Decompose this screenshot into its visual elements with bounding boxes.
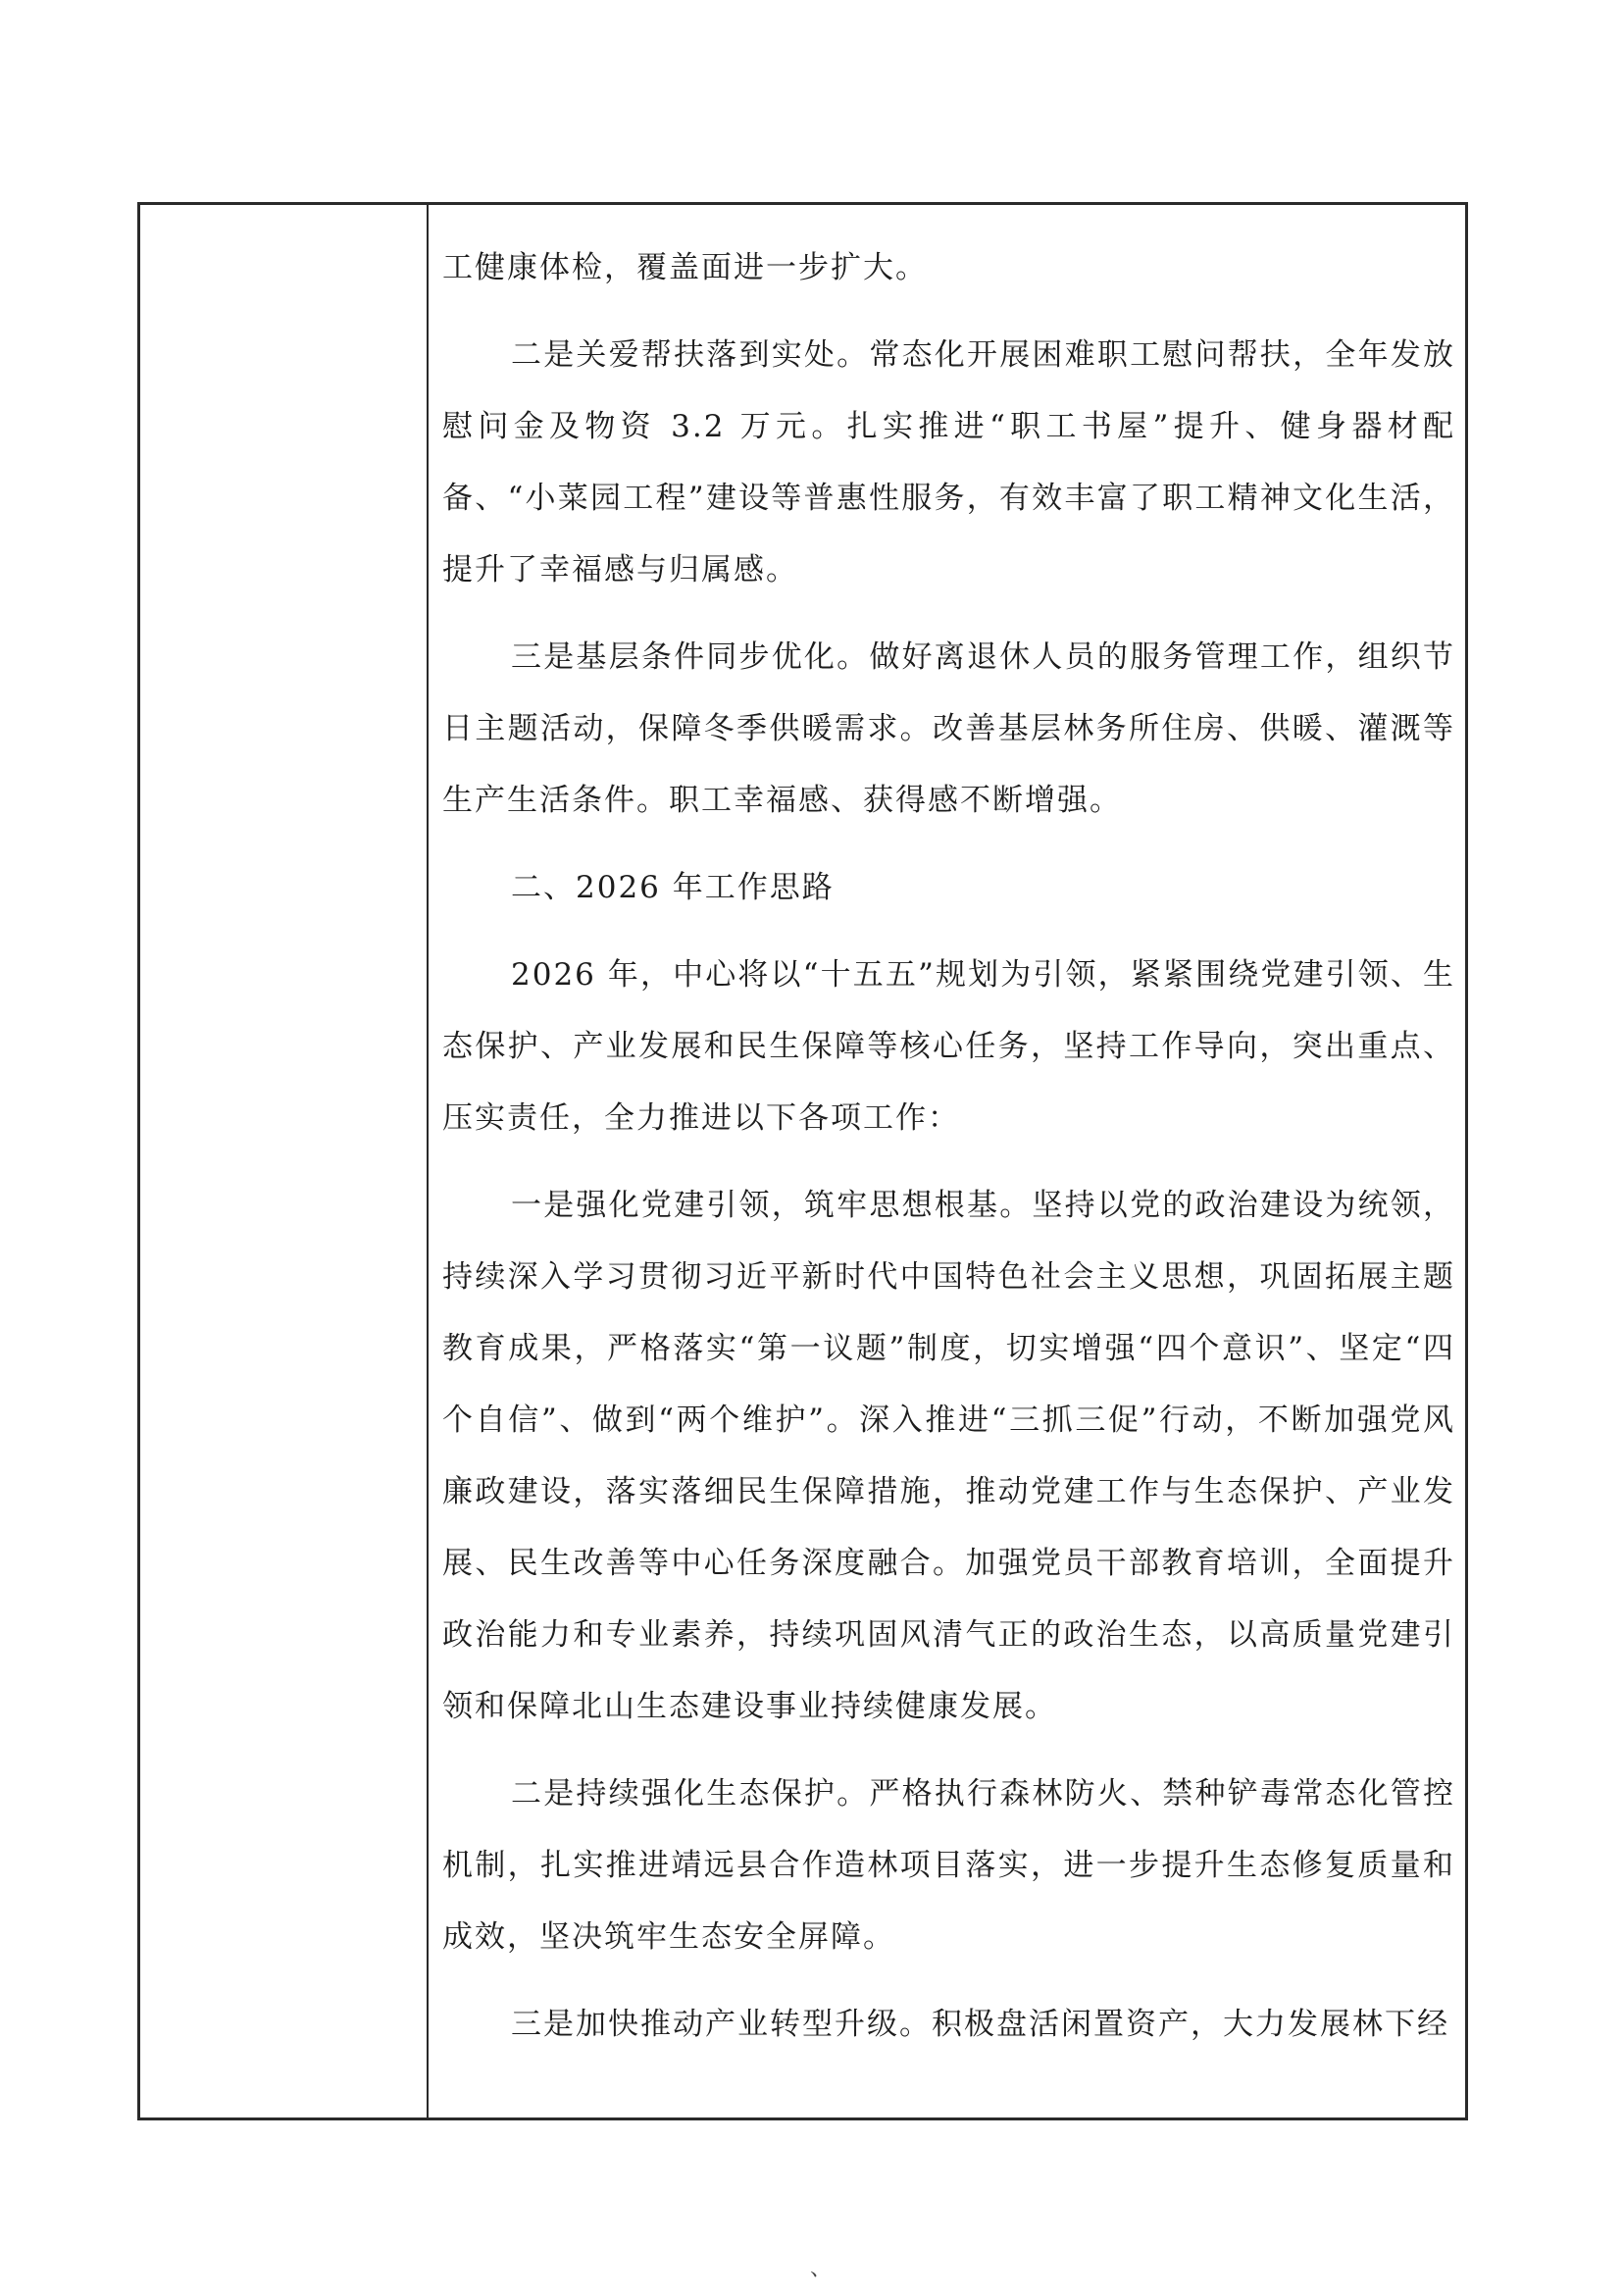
paragraph-7: 三是加快推动产业转型升级。积极盘活闲置资产，大力发展林下经 — [511, 2007, 1449, 2042]
footer-mark: 、 — [810, 2257, 833, 2281]
table-left-cell — [140, 205, 429, 2117]
document-table — [137, 202, 1468, 2120]
paragraph-3: 三是基层条件同步优化。做好离退休人员的服务管理工作，组织节日主题活动，保障冬季供暖需求。改善基层林务所住房、供暖、灌溉等生产生活条件。职工幸福感、获得感不断增强。 — [442, 639, 1455, 818]
paragraph-5: 一是强化党建引领，筑牢思想根基。坚持以党的政治建设为统领，持续深入学习贯彻习近平新时代中国特色社会主义思想，巩固拓展主题教育成果，严格落实“第一议题”制度，切实增强“四个意识”、坚定“四个自信”、做到“两个维护”。深入推进“三抓三促”行动，不断加强党风廉政建设，落实落细民生保障措施，推动党建工作与生态保护、产业发展、民生改善等中心任务深度融合。加强党员干部教育培训，全面提升政治能力和专业素养，持续巩固风清气正的政治生态，以高质量党建引领和保障北山生态建设事业持续健康发展。 — [442, 1188, 1455, 1724]
section-heading: 二、2026 年工作思路 — [511, 870, 835, 905]
paragraph-2: 二是关爱帮扶落到实处。常态化开展困难职工慰问帮扶，全年发放慰问金及物资 3.2 万元。扎实推进“职工书屋”提升、健身器材配备、“小菜园工程”建设等普惠性服务，有效丰富了职工精神文化生活，提升了幸福感与归属感。 — [442, 337, 1455, 587]
paragraph-6: 二是持续强化生态保护。严格执行森林防火、禁种铲毒常态化管控机制，扎实推进靖远县合作造林项目落实，进一步提升生态修复质量和成效，坚决筑牢生态安全屏障。 — [442, 1776, 1455, 1955]
paragraph-4: 2026 年，中心将以“十五五”规划为引领，紧紧围绕党建引领、生态保护、产业发展和民生保障等核心任务，坚持工作导向，突出重点、压实责任，全力推进以下各项工作： — [442, 957, 1455, 1136]
paragraph-1: 工健康体检，覆盖面进一步扩大。 — [442, 250, 928, 285]
table-content-cell — [429, 205, 1465, 2117]
